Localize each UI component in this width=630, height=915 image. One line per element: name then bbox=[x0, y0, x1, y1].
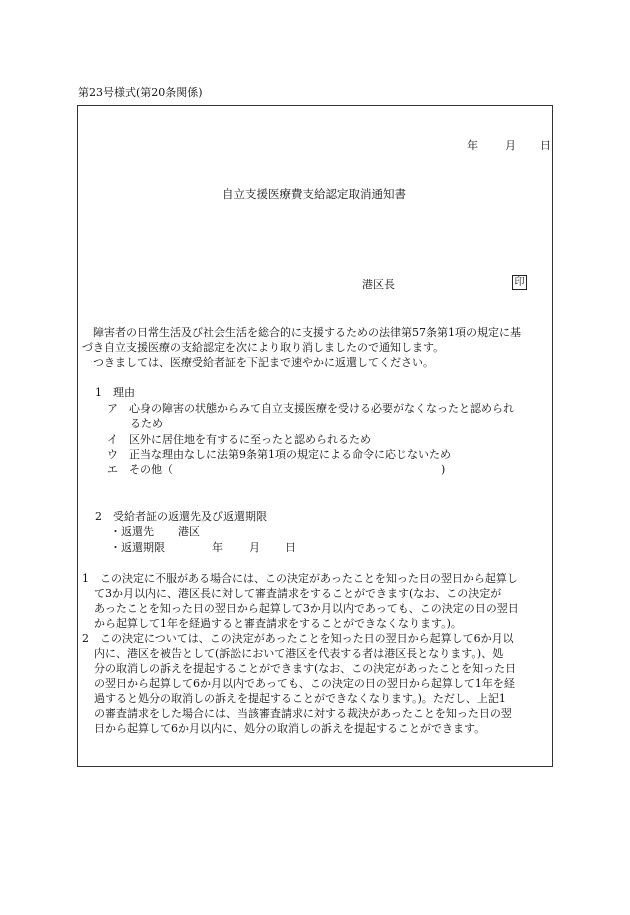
return-deadline-year: 年 bbox=[212, 541, 223, 554]
return-dest-label: ・返還先 bbox=[110, 525, 154, 538]
return-deadline-month: 月 bbox=[249, 541, 260, 554]
seal-stamp: 印 bbox=[512, 275, 527, 290]
note-line: 内に、港区を被告として(訴訟において港区を代表する者は港区長となります。)、処 bbox=[94, 647, 504, 660]
sender-name: 港区長 bbox=[362, 278, 395, 291]
return-heading: 2 受給者証の返還先及び返還期限 bbox=[95, 510, 267, 523]
note-line: 分の取消しの訴えを提起することができます(なお、この決定があったことを知った日 bbox=[94, 662, 517, 675]
reason-item: エ その他（ bbox=[107, 463, 173, 476]
intro-line: つきましては、医療受給者証を下記まで速やかに返還してください。 bbox=[93, 356, 434, 369]
return-deadline-day: 日 bbox=[285, 541, 296, 554]
return-deadline-label: ・返還期限 bbox=[110, 541, 165, 554]
note-line: あったことを知った日の翌日から起算して3か月以内であっても、この決定の日の翌日 bbox=[94, 602, 519, 615]
document-title: 自立支援医療費支給認定取消通知書 bbox=[222, 187, 406, 201]
return-dest-value: 港区 bbox=[178, 525, 200, 538]
note-line: の審査請求をした場合には、当該審査請求に対する裁決があったことを知った日の翌 bbox=[94, 707, 512, 720]
reason-item: ウ 正当な理由なしに法第9条第1項の規定による命令に応じないため bbox=[107, 448, 451, 461]
intro-line: 障害者の日常生活及び社会生活を総合的に支援するための法律第57条第1項の規定に基 bbox=[93, 326, 521, 339]
reason-heading: 1 理由 bbox=[95, 386, 135, 399]
date-month: 月 bbox=[505, 139, 516, 152]
note-line: の翌日から起算して6か月以内であっても、この決定の日の翌日から起算して1年を経 bbox=[94, 677, 515, 690]
date-year: 年 bbox=[467, 139, 478, 152]
reason-item: ア 心身の障害の状態からみて自立支援医療を受ける必要がなくなったと認められ bbox=[107, 402, 514, 415]
note-line: 日から起算して6か月以内に、処分の取消しの訴えを提起することができます。 bbox=[94, 722, 486, 735]
note-line: から起算して1年を経過すると審査請求をすることができなくなります。)。 bbox=[94, 617, 462, 630]
note-line: 1 この決定に不服がある場合には、この決定があったことを知った日の翌日から起算し bbox=[82, 572, 518, 585]
reason-item: るため bbox=[130, 417, 163, 430]
intro-line: づき自立支援医療の支給認定を次により取り消しましたので通知します。 bbox=[82, 341, 445, 354]
note-line: 過すると処分の取消しの訴えを提起することができなくなります。)。ただし、上記1 bbox=[94, 692, 506, 705]
reason-item: イ 区外に居住地を有するに至ったと認められるため bbox=[107, 433, 371, 446]
note-line: 2 この決定については、この決定があったことを知った日の翌日から起算して6か月以 bbox=[82, 632, 514, 645]
date-day: 日 bbox=[540, 139, 551, 152]
form-number: 第23号様式(第20条関係) bbox=[78, 86, 203, 99]
reason-other-close: ) bbox=[441, 463, 446, 476]
note-line: て3か月以内に、港区長に対して審査請求をすることができます(なお、この決定が bbox=[94, 587, 502, 600]
